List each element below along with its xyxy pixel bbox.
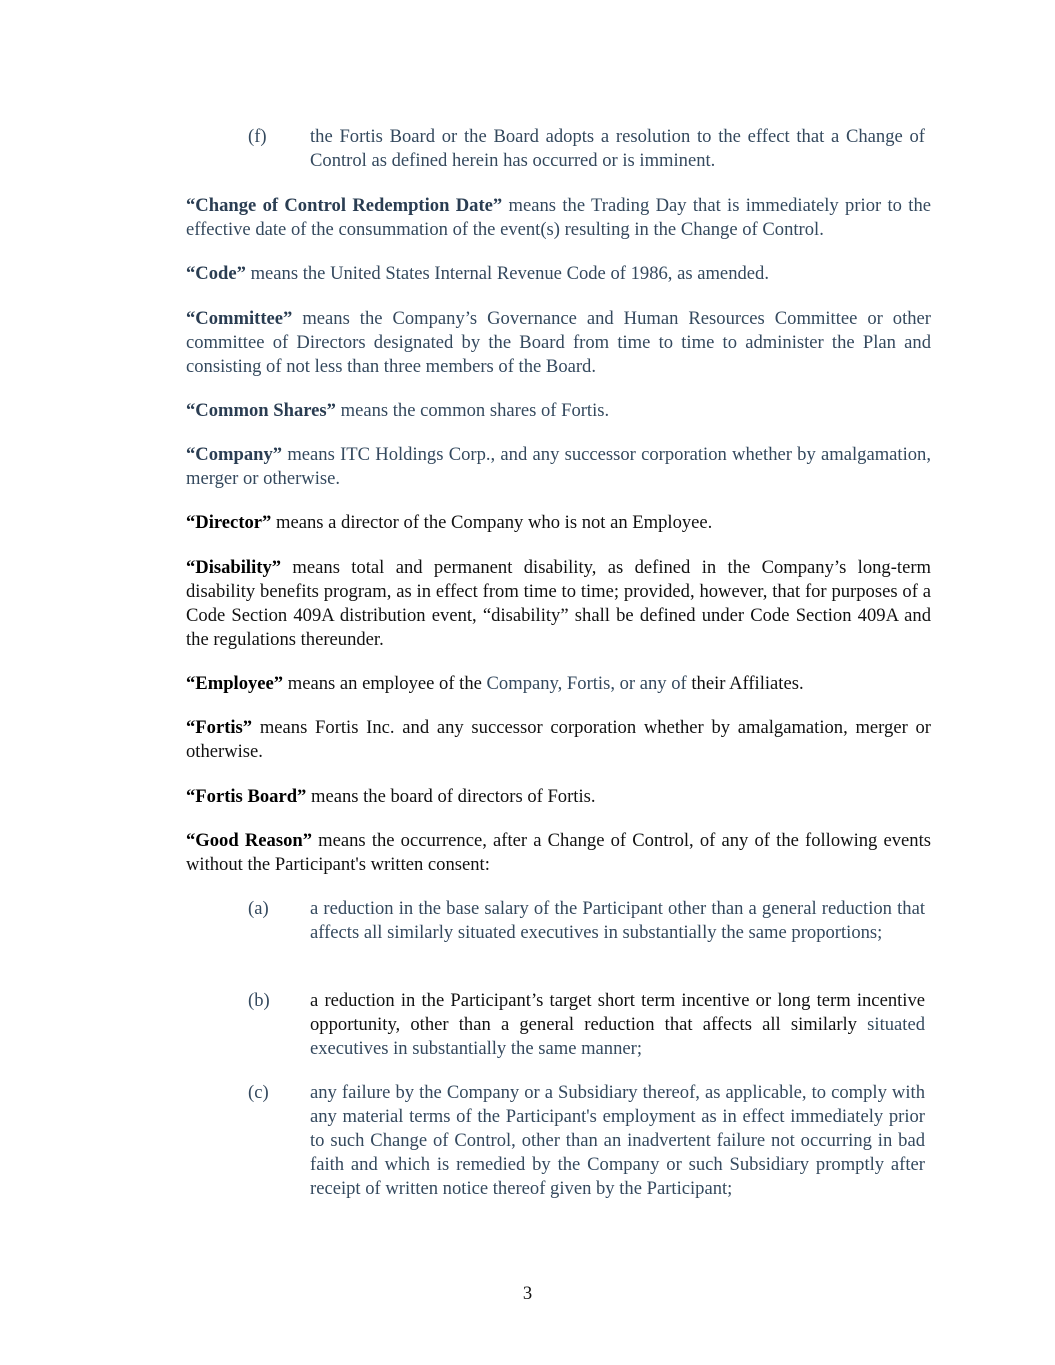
definition-text: means the board of directors of Fortis. (306, 786, 596, 807)
definition-fortis (186, 716, 931, 764)
definition-text: means the occurrence, after a Change of Control, of any of the following events without the Participant's written consent: (186, 830, 931, 875)
definition-text: means the Trading Day that is immediately prior to the effective date of the consummation of the event(s) resulting in the Change of Control. (186, 195, 931, 240)
defined-term: “Employee” (186, 673, 284, 694)
definition-text: their Affiliates. (691, 673, 804, 694)
list-item-b (248, 989, 925, 1061)
item-text: the Fortis Board or the Board adopts a resolution to the effect that a Change of Control as defined herein has occurred or is imminent. (310, 126, 925, 171)
item-label: (a) (248, 898, 269, 919)
definition-text: means Fortis Inc. and any successor corporation whether by amalgamation, merger or otherwise. (186, 717, 931, 762)
definition-text: means the common shares of Fortis. (335, 400, 610, 421)
definition-fortis-board (186, 785, 931, 809)
defined-term: “Common Shares” (186, 400, 336, 421)
definition-director (186, 511, 931, 535)
definition-committee (186, 307, 931, 379)
defined-term: “Change of Control Redemption Date” (186, 195, 503, 216)
item-label: (c) (248, 1082, 269, 1103)
definition-good-reason (186, 829, 931, 877)
definition-text: means total and permanent disability, as defined in the Company’s long-term disability benefits program, as in effect from time to time; provided, however, that for purposes of a Code Section 409A distribution event, “disability” shall be defined under Code Section 409A and the regulations thereunder. (186, 557, 931, 650)
page-number: 3 (522, 1283, 533, 1304)
defined-term: “Good Reason” (186, 830, 312, 851)
definition-disability (186, 556, 931, 652)
item-text: any failure by the Company or a Subsidiary thereof, as applicable, to comply with any material terms of the Participant's employment as in effect immediately prior to such Change of Control, other than an inadvertent failure not occurring in bad faith and which is remedied by the Company or such Subsidiary promptly after receipt of written notice thereof given by the Participant; (310, 1082, 925, 1199)
definition-text: means ITC Holdings Corp., and any successor corporation whether by amalgamation, merger or otherwise. (186, 444, 931, 489)
defined-term: “Fortis Board” (186, 786, 307, 807)
item-text-highlight: situated executives in substantially the same manner; (310, 1014, 925, 1059)
definition-text: means an employee of the (283, 673, 487, 694)
defined-term: “Disability” (186, 557, 282, 578)
definition-common-shares (186, 399, 931, 423)
definition-employee (186, 672, 931, 696)
item-label: (b) (248, 990, 270, 1011)
defined-term: “Code” (186, 263, 246, 284)
list-item-c (248, 1081, 925, 1201)
list-item-f (248, 125, 925, 173)
defined-term: “Director” (186, 512, 272, 533)
list-item-a (248, 897, 925, 945)
defined-term: “Company” (186, 444, 283, 465)
defined-term: “Committee” (186, 308, 293, 329)
defined-term: “Fortis” (186, 717, 253, 738)
definition-text: means the United States Internal Revenue Code of 1986, as amended. (245, 263, 769, 284)
definition-text: means a director of the Company who is not an Employee. (271, 512, 713, 533)
definition-code (186, 262, 931, 286)
item-label: (f) (248, 126, 267, 147)
definition-company (186, 443, 931, 491)
item-text: a reduction in the base salary of the Participant other than a general reduction that affects all similarly situated executives in substantially the same proportions; (310, 898, 925, 943)
item-text: a reduction in the Participant’s target short term incentive or long term incentive opportunity, other than a general reduction that affects all similarly (310, 990, 925, 1035)
definition-text-highlight: Company, Fortis, or any of (486, 673, 692, 694)
definition-change-of-control-redemption-date (186, 194, 931, 242)
definition-text: means the Company’s Governance and Human Resources Committee or other committee of Directors designated by the Board from time to time to administer the Plan and consisting of not less than three members of the Board. (186, 308, 931, 377)
